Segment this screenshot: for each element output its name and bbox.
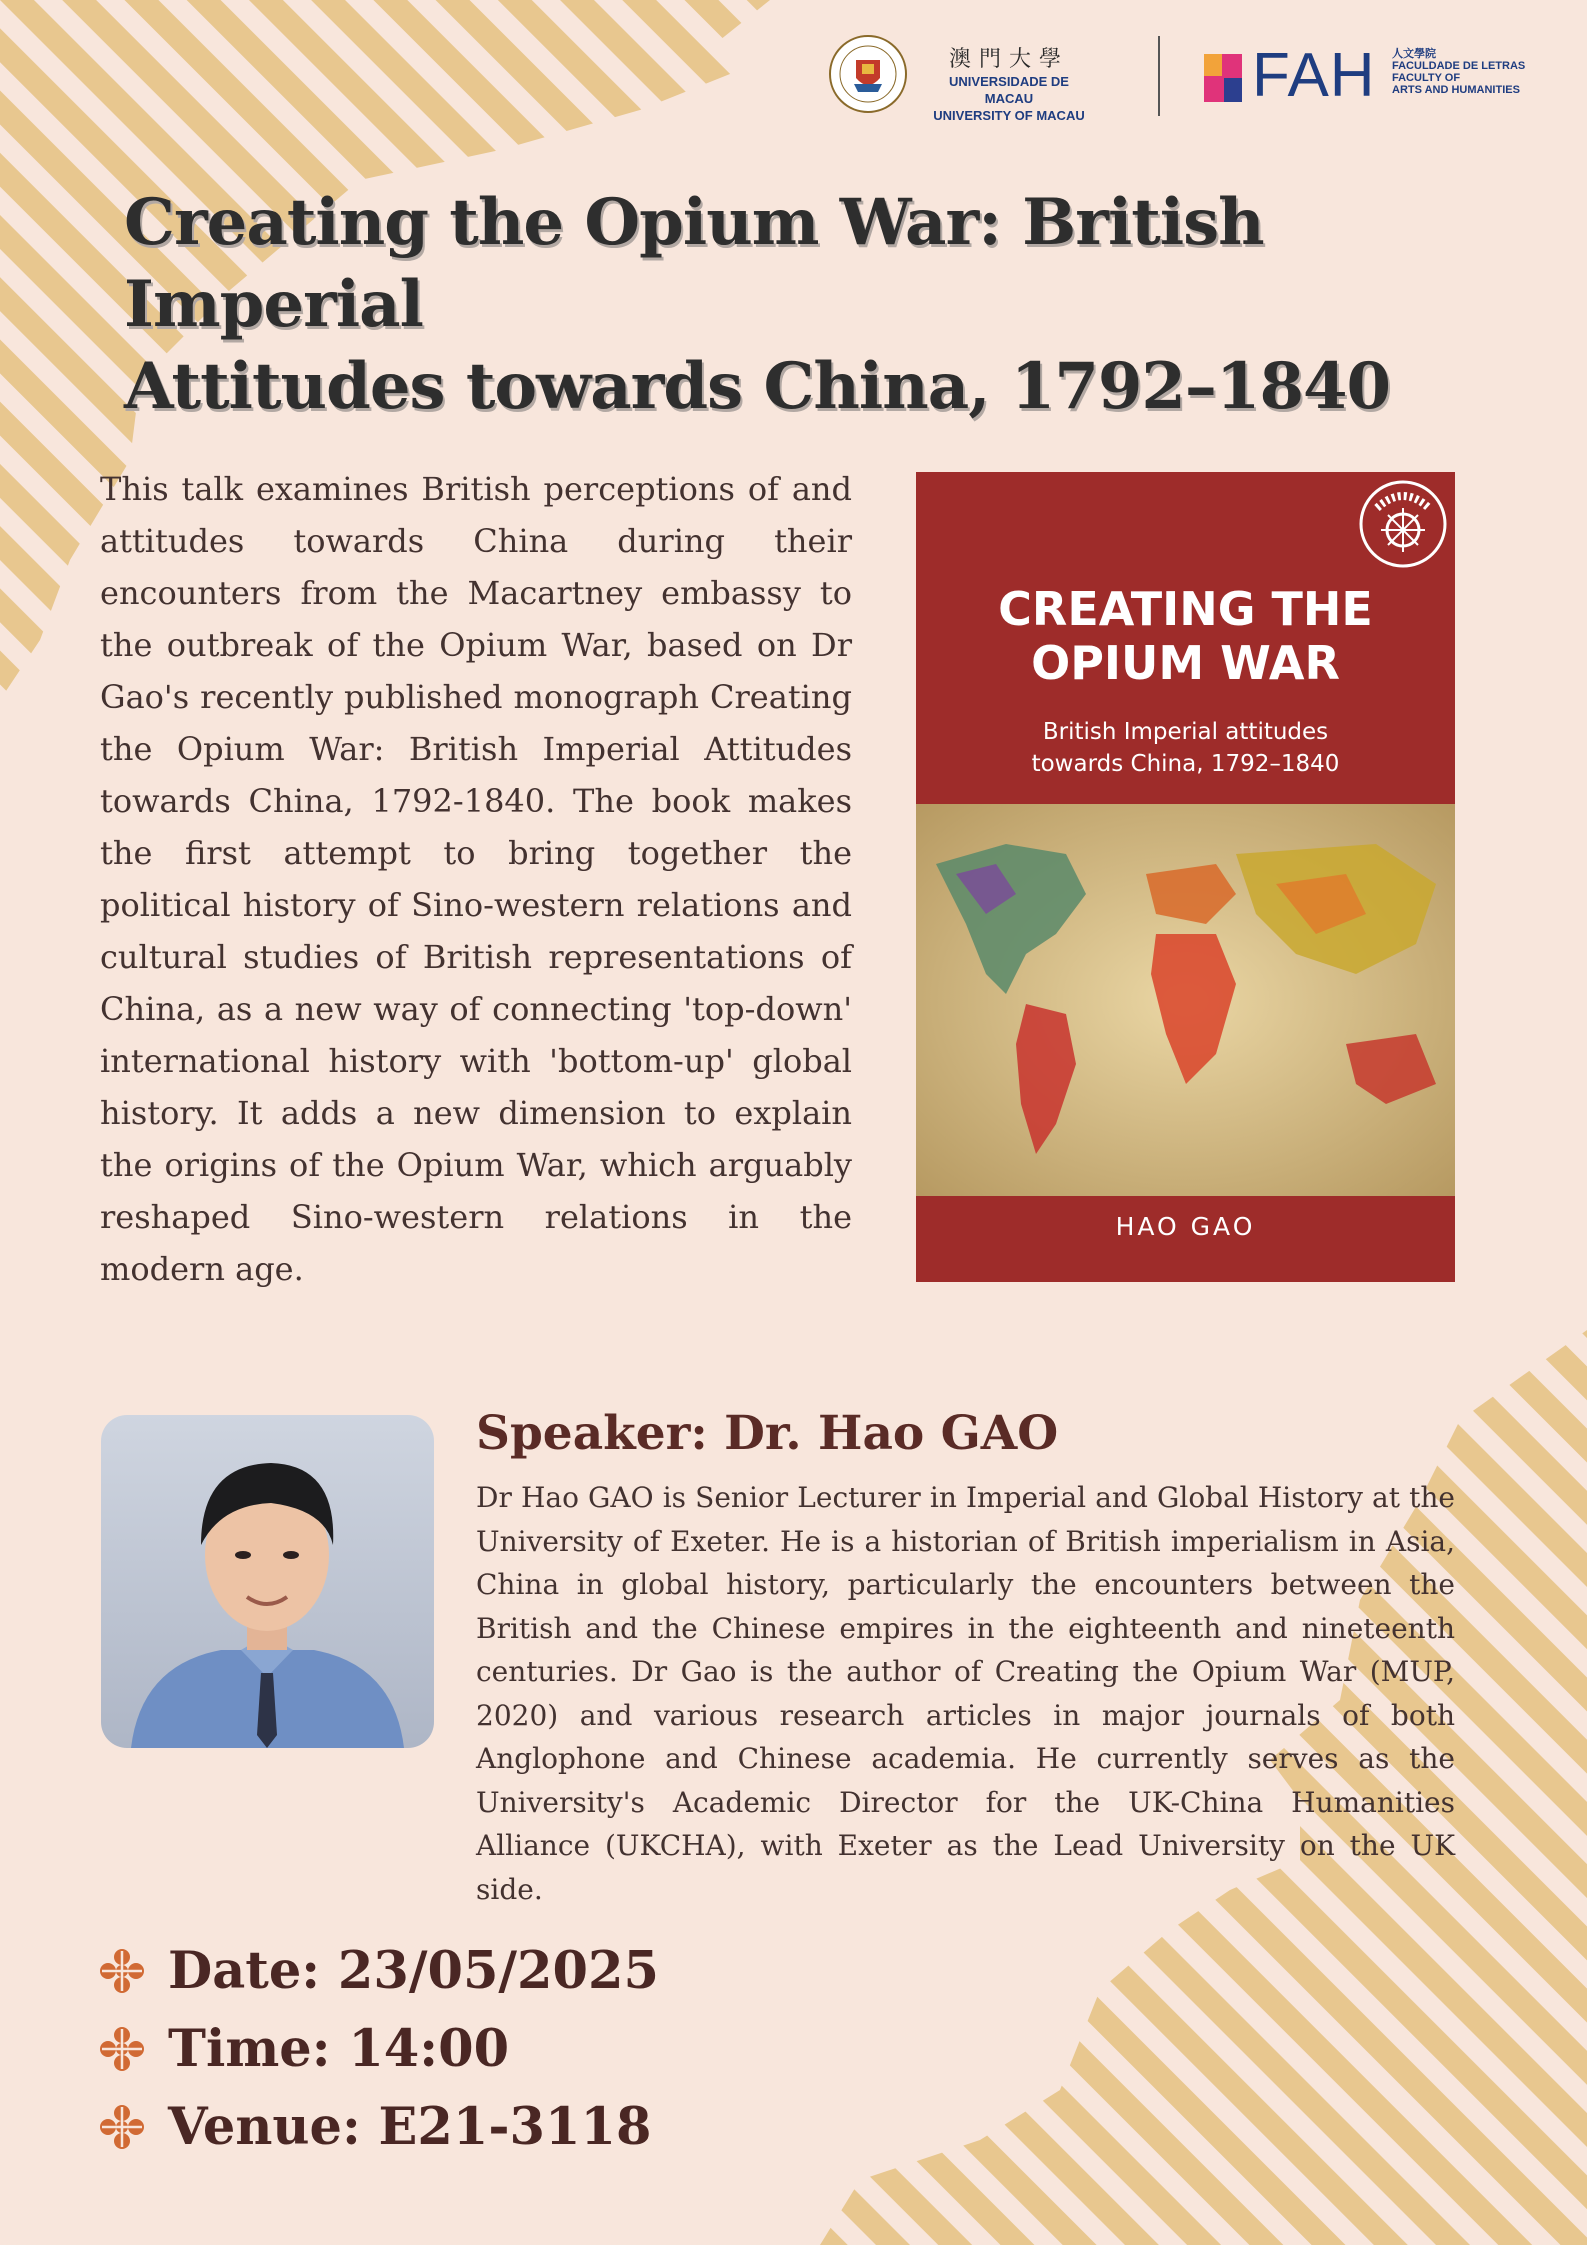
series-badge-icon [1357,478,1449,570]
faculty-name-portuguese: FACULDADE DE LETRAS [1392,60,1526,72]
quatrefoil-cross-icon [100,2027,144,2071]
book-author: HAO GAO [1115,1212,1256,1241]
title-line-2: Attitudes towards China, 1792–1840 [124,349,1391,424]
page-title [124,182,1524,428]
world-map-image [916,804,1455,1196]
event-time-text: Time: 14:00 [168,2019,510,2079]
event-venue [100,2088,659,2166]
event-venue-text: Venue: E21-3118 [168,2097,652,2157]
book-subtitle-line-2: towards China, 1792–1840 [1031,751,1340,777]
book-title [916,582,1455,690]
fah-logo-text: FAH [1252,41,1376,110]
university-seal-icon [828,34,908,114]
event-date-text: Date: 23/05/2025 [168,1941,659,2001]
event-date [100,1932,659,2010]
fah-logo-mark-icon [1204,54,1242,102]
university-name-english: UNIVERSITY OF MACAU [933,108,1085,123]
book-cover [916,472,1455,1282]
title-line-1: Creating the Opium War: British Imperial [124,185,1264,342]
speaker-portrait-image [101,1415,434,1748]
book-subtitle [916,716,1455,780]
logo-divider [1158,36,1160,116]
speaker-photo [101,1415,434,1748]
quatrefoil-cross-icon [100,2105,144,2149]
event-time [100,2010,659,2088]
faculty-name-english-2: ARTS AND HUMANITIES [1392,84,1520,96]
faculty-name-english-1: FACULTY OF [1392,72,1461,84]
speaker-bio: Dr Hao GAO is Senior Lecturer in Imperial and Global History at the University of Exeter. He is a historian of British imperialism in Asia, China in global history, particularly the encounters between the British and the Chinese empires in the eighteenth and nineteenth centuries. Dr Gao is the author of Creating the Opium War (MUP, 2020) and various research articles in major journals of both Anglophone and Chinese academia. He currently serves as the University's Academic Director for the UK-China Humanities Alliance (UKCHA), with Exeter as the Lead University on the UK side. [476,1481,1455,1906]
faculty-name [1392,48,1532,96]
book-subtitle-line-1: British Imperial attitudes [1042,719,1329,745]
book-title-line-2: OPIUM WAR [1031,636,1340,690]
quatrefoil-cross-icon [100,1949,144,1993]
speaker-heading: Speaker: Dr. Hao GAO [476,1406,1059,1461]
university-name [924,42,1094,124]
university-name-portuguese: UNIVERSIDADE DE MACAU [949,74,1069,106]
university-name-chinese: 澳門大學 [948,47,1069,72]
talk-description: This talk examines British perceptions of and attitudes towards China during their encounters from the Macartney embassy to the outbreak of the Opium War, based on Dr Gao's recently published monograph Creating the Opium War: British Imperial Attitudes towards China, 1792-1840. The book makes the first attempt to bring together the political history of Sino-western relations and cultural studies of British representations of China, as a new way of connecting 'top-down' international history with 'bottom-up' global history. It adds a new dimension to explain the origins of the Opium War, which arguably reshaped Sino-western relations in the modern age. [100,470,852,1288]
faculty-name-chinese: 人文學院 [1392,48,1436,60]
book-title-line-1: CREATING THE [998,582,1373,636]
header-logos [828,30,1528,123]
event-details [100,1932,659,2166]
